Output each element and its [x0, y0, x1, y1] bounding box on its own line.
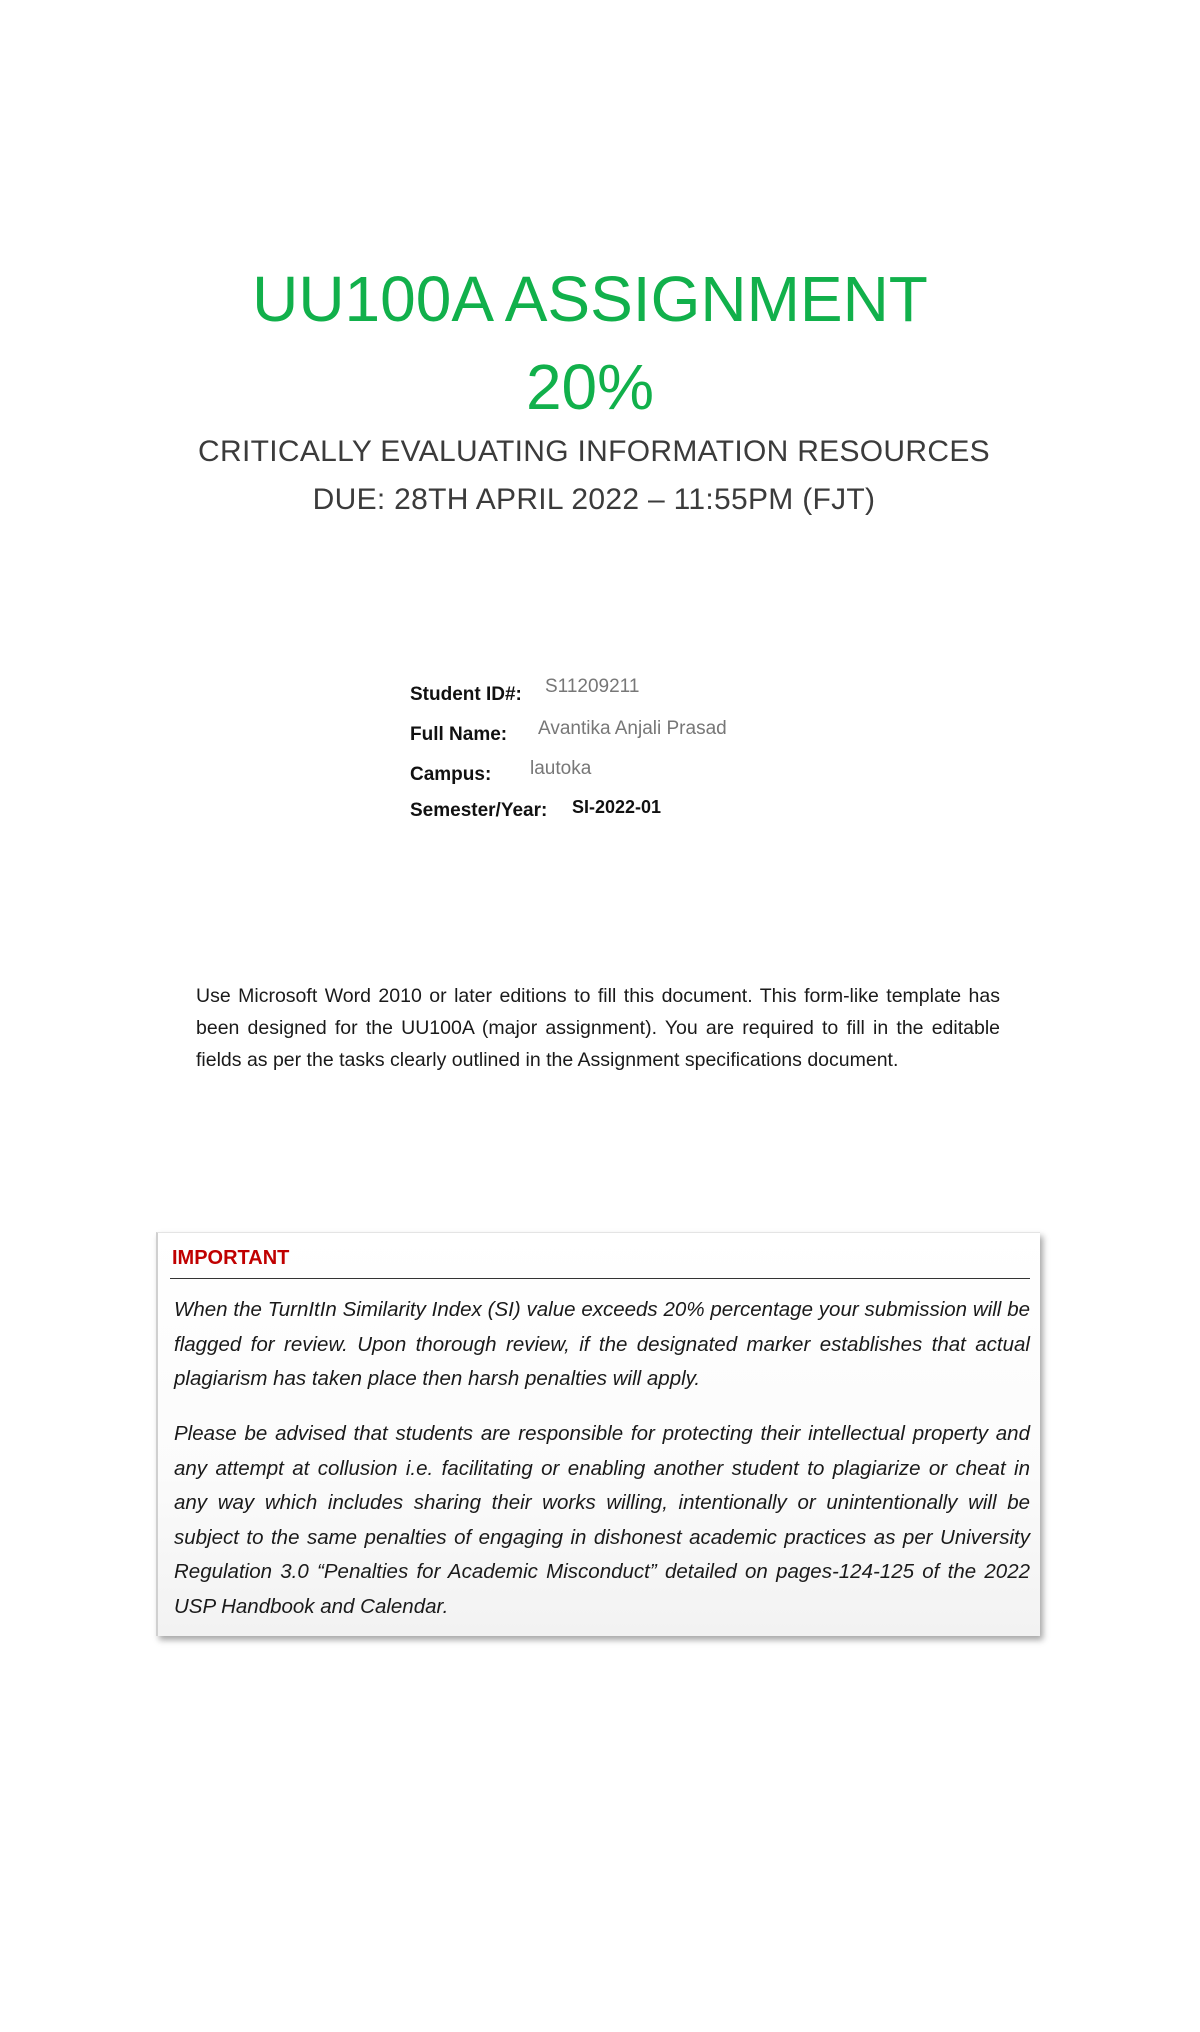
- student-id-label: Student ID#:: [410, 684, 522, 705]
- campus-row: [410, 760, 910, 800]
- campus-field[interactable]: lautoka: [530, 758, 592, 779]
- assignment-title: UU100A ASSIGNMENT: [252, 263, 928, 335]
- student-id-field[interactable]: S11209211: [545, 676, 640, 697]
- instructions-text: Use Microsoft Word 2010 or later editions to fill this document. This form-like template has been designed for the UU100A (major assignment). You are required to fill in the editable fields as per the tasks clearly outlined in the Assignment specifications document.: [196, 985, 1000, 1071]
- due-date: DUE: 28TH APRIL 2022 – 11:55PM (FJT): [312, 483, 876, 516]
- semester-label: Semester/Year:: [410, 800, 548, 821]
- full-name-row: [410, 720, 910, 760]
- student-details: [410, 676, 910, 821]
- collusion-notice-paragraph: Please be advised that students are responsible for protecting their intellectual property and any attempt at collusion i.e. facilitating or enabling another student to plagiarize or cheat in any way which includes sharing their works willing, intentionally or unintentionally will be subject to the same penalties of engaging in dishonest academic practices as per University Regulation 3.0 “Penalties for Academic Misconduct” detailed on pages-124-125 of the 2022 USP Handbook and Calendar.: [174, 1422, 1030, 1618]
- student-id-row: [410, 676, 910, 720]
- full-name-label: Full Name:: [410, 724, 508, 745]
- assignment-subtitle: CRITICALLY EVALUATING INFORMATION RESOURCES: [198, 435, 990, 468]
- full-name-field[interactable]: Avantika Anjali Prasad: [538, 718, 727, 739]
- semester-row: [410, 796, 910, 836]
- important-heading: IMPORTANT: [172, 1247, 290, 1269]
- semester-field[interactable]: SI-2022-01: [572, 797, 662, 817]
- plagiarism-notice-paragraph: When the TurnItIn Similarity Index (SI) value exceeds 20% percentage your submission will be flagged for review. Upon thorough review, if the designated marker establishes that actual plagiarism has taken place then harsh penalties will apply.: [174, 1298, 1030, 1390]
- important-notice-box: [156, 1232, 1040, 1636]
- campus-label: Campus:: [410, 764, 492, 785]
- assignment-weight: 20%: [525, 351, 655, 423]
- heading-divider: [170, 1278, 1030, 1279]
